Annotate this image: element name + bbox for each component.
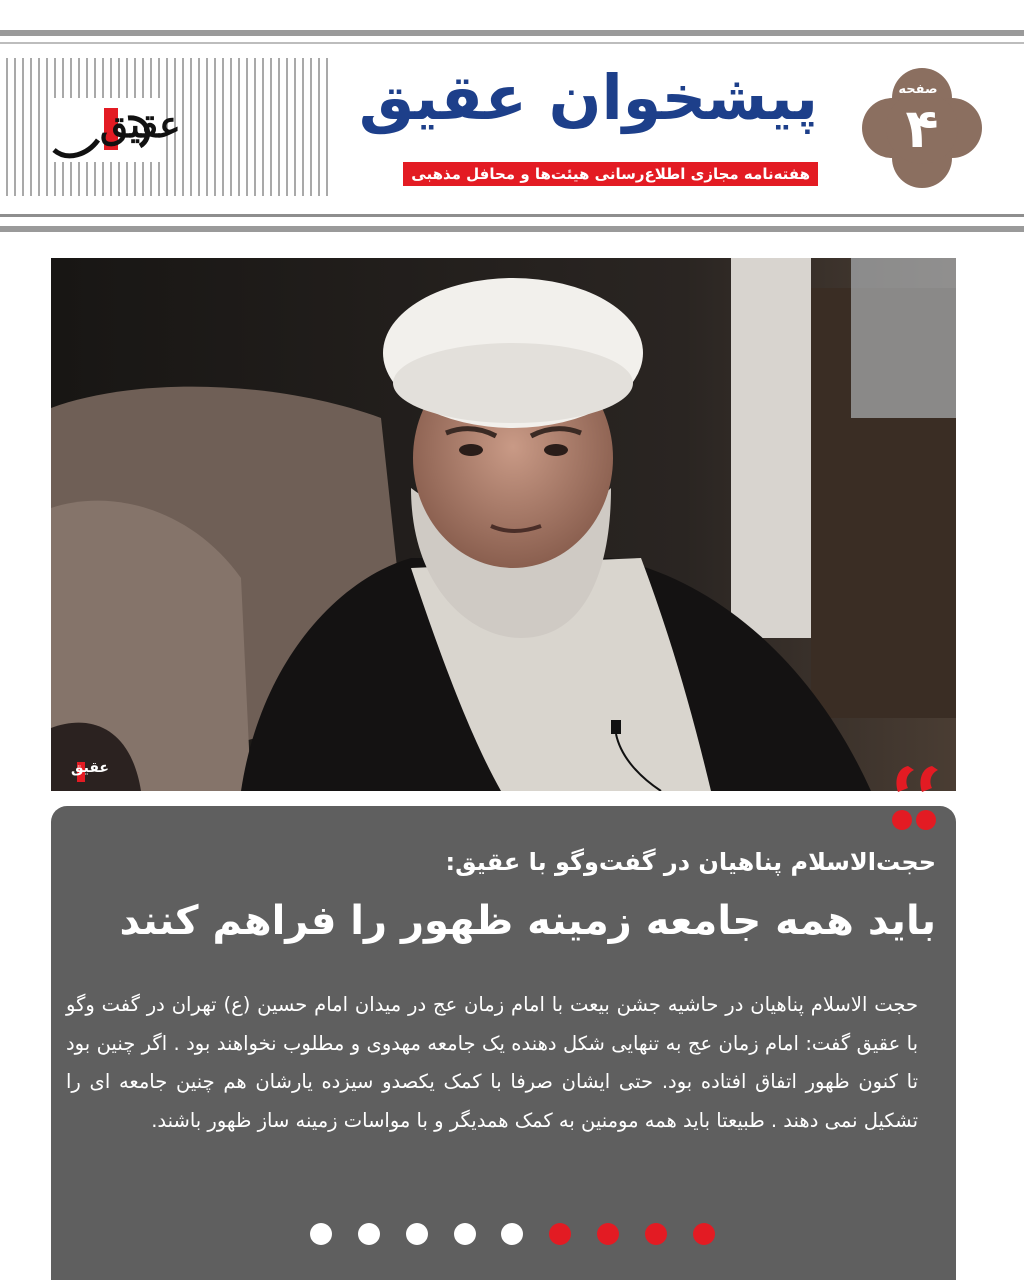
article-kicker: حجت‌الاسلام پناهیان در گفت‌وگو با عقیق: bbox=[445, 848, 936, 876]
photo-watermark bbox=[57, 758, 109, 786]
pagination-dot-1[interactable] bbox=[693, 1223, 715, 1245]
quote-mark-icon bbox=[858, 758, 942, 838]
page-label: صفحه bbox=[898, 82, 938, 97]
pagination-dot-3[interactable] bbox=[597, 1223, 619, 1245]
header-bottom-rule-thick bbox=[0, 226, 1024, 232]
pagination-dot-8[interactable] bbox=[358, 1223, 380, 1245]
publication-subtitle: هفته‌نامه مجازی اطلاع‌رسانی هیئت‌ها و محافل مذهبی bbox=[403, 162, 818, 186]
pagination-dot-9[interactable] bbox=[310, 1223, 332, 1245]
brand-logo bbox=[48, 98, 181, 162]
article-body: حجت الاسلام پناهیان در حاشیه جشن بیعت با امام زمان عج در میدان امام حسین (ع) تهران در گفت وگو با عقیق گفت: امام زمان عج به تنهایی شکل دهنده یک جامعه مهدوی و مطلوب نخواهند بود . اگر چنین بود تا کنون ظهور اتفاق افتاده بود. حتی ایشان صرفا با کمک یکصدو سیزده یارشان هم چنین جامعه ای را تشکیل نمی دهند . طبیعتا باید همه مومنین به کمک همدیگر و با مواسات زمینه ساز ظهور باشند. bbox=[66, 993, 918, 1132]
pagination-dot-2[interactable] bbox=[645, 1223, 667, 1245]
pagination-dot-5[interactable] bbox=[501, 1223, 523, 1245]
publication-title: پیشخوان عقیق bbox=[358, 61, 818, 134]
pagination-dot-4[interactable] bbox=[549, 1223, 571, 1245]
header-bottom-rule bbox=[0, 214, 1024, 217]
pagination-dot-6[interactable] bbox=[454, 1223, 476, 1245]
page-number: ۴ bbox=[905, 97, 939, 160]
photo-watermark-text: عقیق bbox=[71, 760, 109, 776]
top-rule-thin bbox=[0, 42, 1024, 44]
top-rule bbox=[0, 30, 1024, 36]
page-number-badge bbox=[858, 64, 986, 192]
pagination-dot-7[interactable] bbox=[406, 1223, 428, 1245]
photo-illustration bbox=[51, 258, 956, 791]
article-photo bbox=[51, 258, 956, 791]
logo-text: عقیق bbox=[100, 104, 181, 146]
article-headline: باید همه جامعه زمینه ظهور را فراهم کنند bbox=[119, 898, 936, 944]
